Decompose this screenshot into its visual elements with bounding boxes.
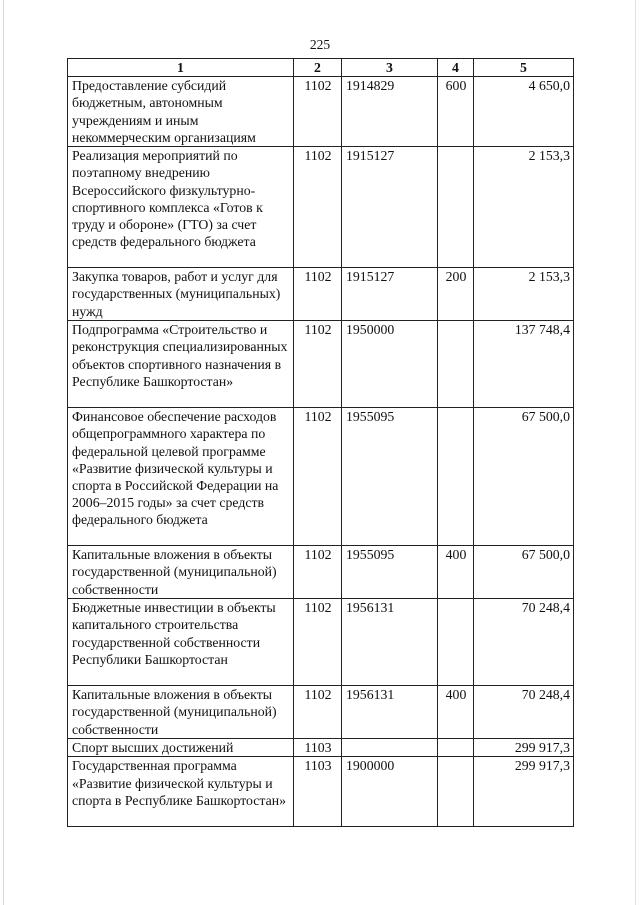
row-target-article: 1914829 xyxy=(342,77,438,147)
column-header-2: 2 xyxy=(294,59,342,77)
row-name: Подпрограмма «Строительство и реконструкция специализированных объектов спортивного назначения в Республике Башкортостан» xyxy=(68,321,294,408)
row-section: 1102 xyxy=(294,321,342,408)
row-name: Финансовое обеспечение расходов общепрограммного характера по федеральной целевой программе «Развитие физической культуры и спорта в Российской Федерации на 2006–2015 годы» за счет средств федерального бюджета xyxy=(68,408,294,546)
row-expense-type xyxy=(438,757,474,827)
table-header-row xyxy=(68,59,574,77)
table-row xyxy=(68,599,574,686)
row-amount: 67 500,0 xyxy=(474,408,574,546)
row-section: 1102 xyxy=(294,268,342,321)
row-amount: 137 748,4 xyxy=(474,321,574,408)
row-target-article: 1956131 xyxy=(342,686,438,739)
row-section: 1102 xyxy=(294,686,342,739)
row-section: 1103 xyxy=(294,739,342,757)
row-amount: 70 248,4 xyxy=(474,599,574,686)
row-target-article xyxy=(342,739,438,757)
row-name: Реализация мероприятий по поэтапному внедрению Всероссийского физкультурно-спортивного комплекса «Готов к труду и обороне» (ГТО) за счет средств федерального бюджета xyxy=(68,147,294,268)
scan-edge-right xyxy=(635,0,636,905)
row-amount: 67 500,0 xyxy=(474,546,574,599)
table-row xyxy=(68,546,574,599)
row-expense-type xyxy=(438,739,474,757)
row-section: 1103 xyxy=(294,757,342,827)
row-name: Государственная программа «Развитие физической культуры и спорта в Республике Башкортостан» xyxy=(68,757,294,827)
row-expense-type xyxy=(438,599,474,686)
row-name: Капитальные вложения в объекты государственной (муниципальной) собственности xyxy=(68,546,294,599)
row-section: 1102 xyxy=(294,599,342,686)
row-section: 1102 xyxy=(294,546,342,599)
row-expense-type xyxy=(438,408,474,546)
row-target-article: 1915127 xyxy=(342,147,438,268)
column-header-1: 1 xyxy=(68,59,294,77)
row-name: Спорт высших достижений xyxy=(68,739,294,757)
row-expense-type xyxy=(438,321,474,408)
table-row xyxy=(68,757,574,827)
table-row xyxy=(68,686,574,739)
row-target-article: 1955095 xyxy=(342,408,438,546)
row-name: Капитальные вложения в объекты государственной (муниципальной) собственности xyxy=(68,686,294,739)
table-row xyxy=(68,739,574,757)
table-row xyxy=(68,147,574,268)
column-header-3: 3 xyxy=(342,59,438,77)
row-amount: 4 650,0 xyxy=(474,77,574,147)
row-amount: 70 248,4 xyxy=(474,686,574,739)
table-row xyxy=(68,321,574,408)
row-expense-type: 400 xyxy=(438,686,474,739)
row-name: Бюджетные инвестиции в объекты капитального строительства государственной собственности Республики Башкортостан xyxy=(68,599,294,686)
column-header-5: 5 xyxy=(474,59,574,77)
page-number: 225 xyxy=(309,37,331,52)
row-section: 1102 xyxy=(294,77,342,147)
row-expense-type xyxy=(438,147,474,268)
row-amount: 2 153,3 xyxy=(474,268,574,321)
row-section: 1102 xyxy=(294,147,342,268)
row-name: Закупка товаров, работ и услуг для государственных (муниципальных) нужд xyxy=(68,268,294,321)
scan-edge-left xyxy=(3,0,4,905)
row-target-article: 1950000 xyxy=(342,321,438,408)
row-target-article: 1956131 xyxy=(342,599,438,686)
budget-table xyxy=(67,58,574,827)
row-target-article: 1915127 xyxy=(342,268,438,321)
row-expense-type: 200 xyxy=(438,268,474,321)
row-amount: 299 917,3 xyxy=(474,739,574,757)
table-row xyxy=(68,408,574,546)
row-name: Предоставление субсидий бюджетным, автономным учреждениям и иным некоммерческим организациям xyxy=(68,77,294,147)
row-section: 1102 xyxy=(294,408,342,546)
row-expense-type: 400 xyxy=(438,546,474,599)
row-amount: 299 917,3 xyxy=(474,757,574,827)
row-amount: 2 153,3 xyxy=(474,147,574,268)
row-target-article: 1955095 xyxy=(342,546,438,599)
table-row xyxy=(68,268,574,321)
row-expense-type: 600 xyxy=(438,77,474,147)
table-row xyxy=(68,77,574,147)
row-target-article: 1900000 xyxy=(342,757,438,827)
column-header-4: 4 xyxy=(438,59,474,77)
